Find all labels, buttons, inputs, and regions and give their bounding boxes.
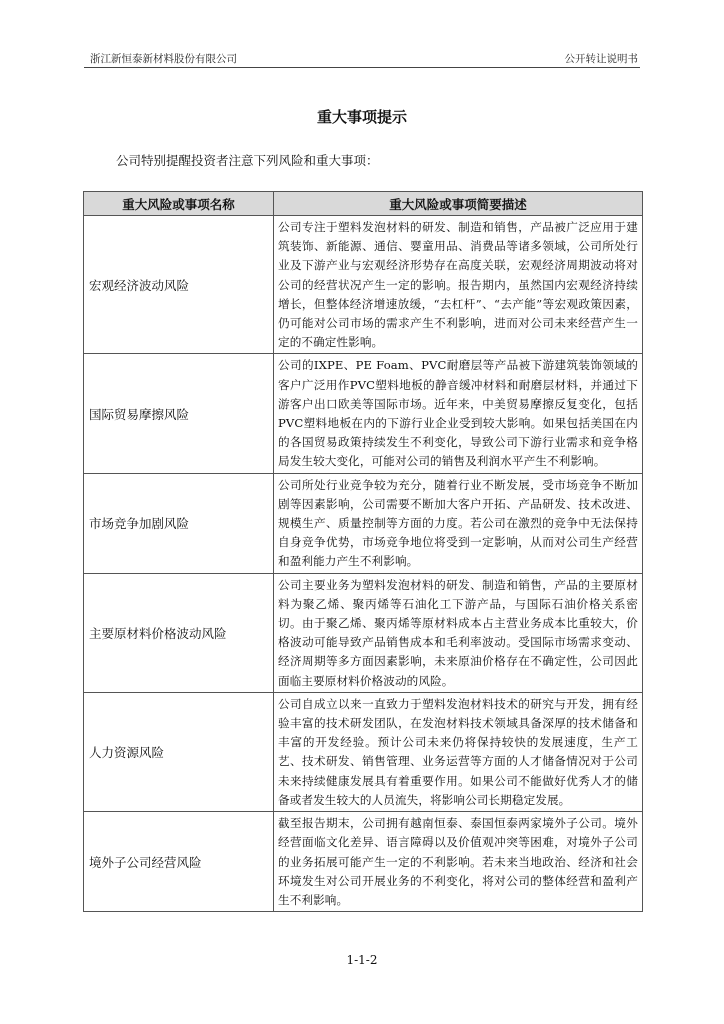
column-header-description: 重大风险或事项简要描述 bbox=[274, 192, 643, 216]
table-row bbox=[84, 573, 643, 692]
risk-description: 公司主要业务为塑料发泡材料的研发、制造和销售，产品的主要原材料为聚乙烯、聚丙烯等石油化工下游产品，与国际石油价格关系密切。由于聚乙烯、聚丙烯等原材料成本占主营业务成本比重较大，价格波动可能导致产品销售成本和毛利率波动。受国际市场需求变动、经济周期等多方面因素影响，未来原油价格存在不确定性，公司因此面临主要原材料价格波动的风险。 bbox=[274, 573, 643, 692]
table-row bbox=[84, 473, 643, 573]
risk-description: 公司专注于塑料发泡材料的研发、制造和销售，产品被广泛应用于建筑装饰、新能源、通信、婴童用品、消费品等诸多领域，公司所处行业及下游产业与宏观经济形势存在高度关联，宏观经济周期波动将对公司的经营状况产生一定的影响。报告期内，虽然国内宏观经济持续增长，但整体经济增速放缓，“去杠杆”、“去产能”等宏观政策因素，仍可能对公司市场的需求产生不利影响，进而对公司未来经营产生一定的不确定性影响。 bbox=[274, 216, 643, 354]
risk-table bbox=[83, 191, 643, 912]
page-number: 1-1-2 bbox=[346, 953, 378, 967]
column-header-name: 重大风险或事项名称 bbox=[84, 192, 274, 216]
risk-description: 公司所处行业竞争较为充分，随着行业不断发展，受市场竞争不断加剧等因素影响，公司需要不断加大客户开拓、产品研发、技术改进、规模生产、质量控制等方面的力度。若公司在激烈的竞争中无法保持自身竞争优势，市场竞争地位将受到一定影响，从而对公司生产经营和盈利能力产生不利影响。 bbox=[274, 473, 643, 573]
table-header-row bbox=[84, 192, 643, 216]
risk-description: 公司自成立以来一直致力于塑料发泡材料技术的研究与开发，拥有经验丰富的技术研发团队，在发泡材料技术领域具备深厚的技术储备和丰富的开发经验。预计公司未来仍将保持较快的发展速度，生产工艺、技术研发、销售管理、业务运营等方面的人才储备情况对于公司未来持续健康发展具有着重要作用。如果公司不能做好优秀人才的储备或者发生较大的人员流失，将影响公司长期稳定发展。 bbox=[274, 692, 643, 811]
risk-name: 人力资源风险 bbox=[84, 692, 274, 811]
table-row bbox=[84, 216, 643, 354]
table-row bbox=[84, 692, 643, 811]
intro-text: 公司特别提醒投资者注意下列风险和重大事项： bbox=[116, 153, 379, 168]
risk-description: 公司的IXPE、PE Foam、PVC耐磨层等产品被下游建筑装饰领域的客户广泛用作PVC塑料地板的静音缓冲材料和耐磨层材料，并通过下游客户出口欧美等国际市场。近年来，中美贸易摩擦反复变化，包括PVC塑料地板在内的下游行业企业受到较大影响。如果包括美国在内的各国贸易政策持续发生不利变化，导致公司下游行业需求和竞争格局发生较大变化，可能对公司的销售及利润水平产生不利影响。 bbox=[274, 354, 643, 473]
risk-name: 市场竞争加剧风险 bbox=[84, 473, 274, 573]
table-row bbox=[84, 354, 643, 473]
risk-name: 境外子公司经营风险 bbox=[84, 812, 274, 912]
risk-name: 国际贸易摩擦风险 bbox=[84, 354, 274, 473]
page-header bbox=[84, 50, 640, 68]
risk-description: 截至报告期末，公司拥有越南恒泰、泰国恒泰两家境外子公司。境外经营面临文化差异、语言障碍以及价值观冲突等困难，对境外子公司的业务拓展可能产生一定的不利影响。若未来当地政治、经济和社会环境发生对公司开展业务的不利变化，将对公司的整体经营和盈利产生不利影响。 bbox=[274, 812, 643, 912]
page-title: 重大事项提示 bbox=[316, 108, 407, 126]
risk-name: 主要原材料价格波动风险 bbox=[84, 573, 274, 692]
table-row bbox=[84, 812, 643, 912]
company-name: 浙江新恒泰新材料股份有限公司 bbox=[90, 53, 237, 65]
document-type: 公开转让说明书 bbox=[564, 53, 638, 65]
risk-name: 宏观经济波动风险 bbox=[84, 216, 274, 354]
